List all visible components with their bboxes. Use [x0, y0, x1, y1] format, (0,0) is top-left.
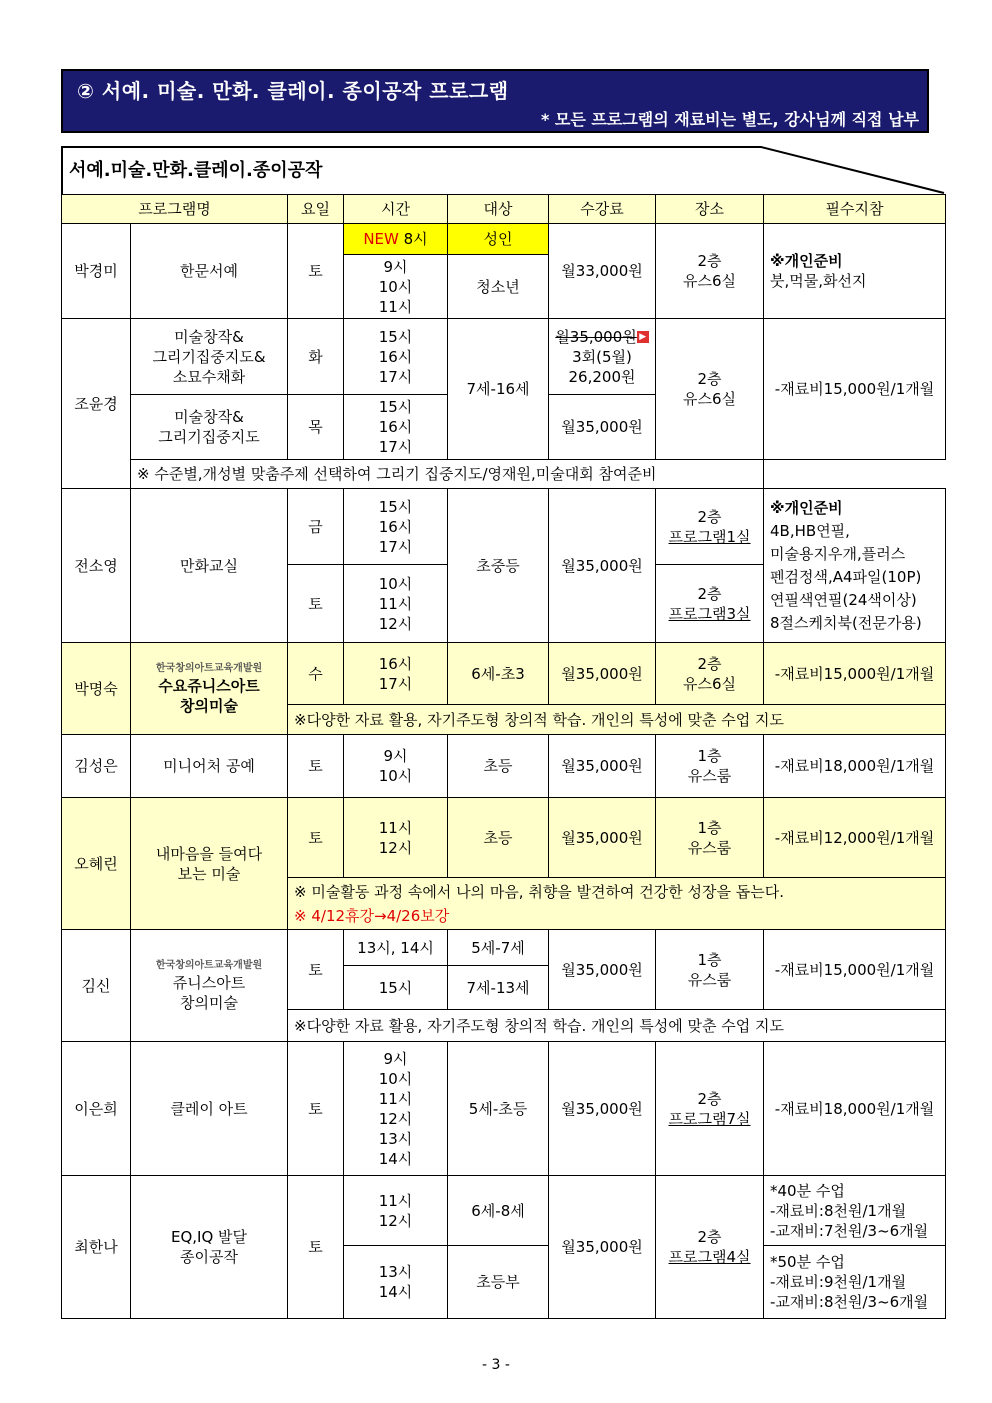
table-row — [62, 643, 946, 705]
teacher-name: 전소영 — [62, 489, 131, 643]
time-cell: 13시, 14시 — [344, 930, 448, 966]
fee-cell: 월35,000원 — [549, 1176, 656, 1319]
time-cell: 11시 12시 — [344, 1176, 448, 1246]
fee-cell: 월35,000원 — [549, 395, 656, 460]
table-row — [62, 1042, 946, 1176]
table-header-row — [62, 195, 946, 224]
note-cell: ※다양한 자료 활용, 자기주도형 창의적 학습. 개인의 특성에 맞춘 수업 지도 — [288, 705, 946, 735]
arrow-right-icon: ▶ — [637, 331, 649, 343]
required-cell: *40분 수업 -재료비:8천원/1개월 -교재비:7천원/3~6개월 — [764, 1176, 946, 1246]
target-cell: 5세-7세 — [448, 930, 549, 966]
teacher-name: 이은희 — [62, 1042, 131, 1176]
program-name: 한문서예 — [131, 224, 288, 319]
header-banner — [61, 69, 929, 133]
fee-cell: 월35,000원 — [549, 798, 656, 878]
place-cell: 2층 프로그램1실 — [656, 489, 764, 565]
table-row — [62, 319, 946, 395]
required-cell: -재료비12,000원/1개월 — [764, 798, 946, 878]
teacher-name: 박명숙 — [62, 643, 131, 735]
header-note: * 모든 프로그램의 재료비는 별도, 강사님께 직접 납부 — [540, 110, 919, 129]
col-header-time: 시간 — [344, 195, 448, 224]
new-badge: NEW — [363, 230, 399, 248]
day: 수 — [288, 643, 344, 705]
fee-cell: 월35,000원 ▶ 3회(5월) 26,200원 — [549, 319, 656, 395]
teacher-name: 박경미 — [62, 224, 131, 319]
table-row — [62, 460, 946, 489]
target-cell: 청소년 — [448, 255, 549, 319]
logo-text: 한국창의아트교육개발원 — [155, 662, 263, 674]
target-cell: 초중등 — [448, 489, 549, 643]
col-header-required: 필수지참 — [764, 195, 946, 224]
note-cell: ※ 미술활동 과정 속에서 나의 마음, 취향을 발견하여 건강한 성장을 돕는다. ※ 4/12휴강→4/26보강 — [288, 878, 946, 930]
teacher-name: 조윤경 — [62, 319, 131, 489]
col-header-fee: 수강료 — [549, 195, 656, 224]
place-cell: 1층 유스룸 — [656, 930, 764, 1010]
program-table — [61, 194, 946, 1319]
day: 화 — [288, 319, 344, 395]
place-cell: 2층 프로그램7실 — [656, 1042, 764, 1176]
program-name: 클레이 아트 — [131, 1042, 288, 1176]
table-row — [62, 224, 946, 255]
day: 토 — [288, 1042, 344, 1176]
time-cell: 15시 16시 17시 — [344, 489, 448, 565]
table-row — [62, 1176, 946, 1246]
fee-cell: 월33,000원 — [549, 224, 656, 319]
target-cell: 초등 — [448, 798, 549, 878]
teacher-name: 오혜린 — [62, 798, 131, 930]
required-cell: -재료비15,000원/1개월 — [764, 643, 946, 705]
time-cell: NEW 8시 — [344, 224, 448, 255]
place-cell: 2층 유스6실 — [656, 643, 764, 705]
day: 토 — [288, 735, 344, 798]
day: 토 — [288, 224, 344, 319]
target-cell: 7세-16세 — [448, 319, 549, 460]
place-cell: 1층 유스룸 — [656, 798, 764, 878]
day: 목 — [288, 395, 344, 460]
teacher-name: 김신 — [62, 930, 131, 1042]
required-cell: -재료비15,000원/1개월 — [764, 930, 946, 1010]
section-title: 서예.미술.만화.클레이.종이공작 — [69, 160, 323, 181]
day: 토 — [288, 798, 344, 878]
day: 토 — [288, 565, 344, 643]
time-cell: 15시 16시 17시 — [344, 319, 448, 395]
col-header-program: 프로그램명 — [62, 195, 288, 224]
col-header-place: 장소 — [656, 195, 764, 224]
program-name: EQ,IQ 발달 종이공작 — [131, 1176, 288, 1319]
time-cell: 9시 10시 11시 12시 13시 14시 — [344, 1042, 448, 1176]
required-cell: -재료비18,000원/1개월 — [764, 1042, 946, 1176]
time-cell: 11시 12시 — [344, 798, 448, 878]
target-cell: 초등 — [448, 735, 549, 798]
required-cell: -재료비15,000원/1개월 — [764, 319, 946, 460]
note-red: ※ 4/12휴강→4/26보강 — [294, 906, 450, 925]
fee-cell: 월35,000원 — [549, 735, 656, 798]
required-cell: ※개인준비 붓,먹물,화선지 — [764, 224, 946, 319]
day: 토 — [288, 1176, 344, 1319]
place-cell: 2층 유스6실 — [656, 224, 764, 319]
program-name: 미술창작& 그리기집중지도 — [131, 395, 288, 460]
table-row — [62, 489, 946, 565]
place-cell: 2층 프로그램4실 — [656, 1176, 764, 1319]
program-name: 미술창작& 그리기집중지도& 소묘수채화 — [131, 319, 288, 395]
header-title: ② 서예. 미술. 만화. 클레이. 종이공작 프로그램 — [77, 79, 509, 103]
day: 금 — [288, 489, 344, 565]
place-cell: 2층 프로그램3실 — [656, 565, 764, 643]
fee-cell: 월35,000원 — [549, 1042, 656, 1176]
table-row — [62, 930, 946, 966]
page-number: - 3 - — [482, 1357, 510, 1373]
required-cell: *50분 수업 -재료비:9천원/1개월 -교재비:8천원/3~6개월 — [764, 1246, 946, 1319]
target-cell: 6세-8세 — [448, 1176, 549, 1246]
required-cell: ※개인준비 4B,HB연필, 미술용지우개,플러스 펜검정색,A4파일(10P) 연필색연필(24색이상) 8절스케치북(전문가용) — [764, 489, 946, 643]
program-name: 내마음을 들여다 보는 미술 — [131, 798, 288, 930]
program-name: 한국창의아트교육개발원 쥬니스아트 창의미술 — [131, 930, 288, 1042]
table-row — [62, 798, 946, 878]
col-header-target: 대상 — [448, 195, 549, 224]
day: 토 — [288, 930, 344, 1010]
fee-cell: 월35,000원 — [549, 489, 656, 643]
place-cell: 2층 유스6실 — [656, 319, 764, 460]
program-name: 만화교실 — [131, 489, 288, 643]
time-cell: 9시 10시 11시 — [344, 255, 448, 319]
program-name: 미니어처 공예 — [131, 735, 288, 798]
target-cell: 6세-초3 — [448, 643, 549, 705]
logo-text: 한국창의아트교육개발원 — [155, 959, 263, 971]
time-cell: 15시 — [344, 966, 448, 1010]
teacher-name: 김성은 — [62, 735, 131, 798]
time-cell: 15시 16시 17시 — [344, 395, 448, 460]
col-header-day: 요일 — [288, 195, 344, 224]
target-cell: 5세-초등 — [448, 1042, 549, 1176]
target-cell: 성인 — [448, 224, 549, 255]
program-name: 한국창의아트교육개발원 수요쥬니스아트 창의미술 — [131, 643, 288, 735]
teacher-name: 최한나 — [62, 1176, 131, 1319]
fee-cell: 월35,000원 — [549, 930, 656, 1010]
section-tab — [61, 146, 945, 194]
note-cell: ※ 수준별,개성별 맞춤주제 선택하여 그리기 집중지도/영재원,미술대회 참여준비 — [131, 460, 764, 489]
time-cell: 13시 14시 — [344, 1246, 448, 1319]
target-cell: 초등부 — [448, 1246, 549, 1319]
fee-cell: 월35,000원 — [549, 643, 656, 705]
time-cell: 9시 10시 — [344, 735, 448, 798]
required-cell: -재료비18,000원/1개월 — [764, 735, 946, 798]
note-cell: ※다양한 자료 활용, 자기주도형 창의적 학습. 개인의 특성에 맞춘 수업 지도 — [288, 1010, 946, 1042]
target-cell: 7세-13세 — [448, 966, 549, 1010]
place-cell: 1층 유스룸 — [656, 735, 764, 798]
table-row — [62, 735, 946, 798]
time-cell: 10시 11시 12시 — [344, 565, 448, 643]
time-cell: 16시 17시 — [344, 643, 448, 705]
